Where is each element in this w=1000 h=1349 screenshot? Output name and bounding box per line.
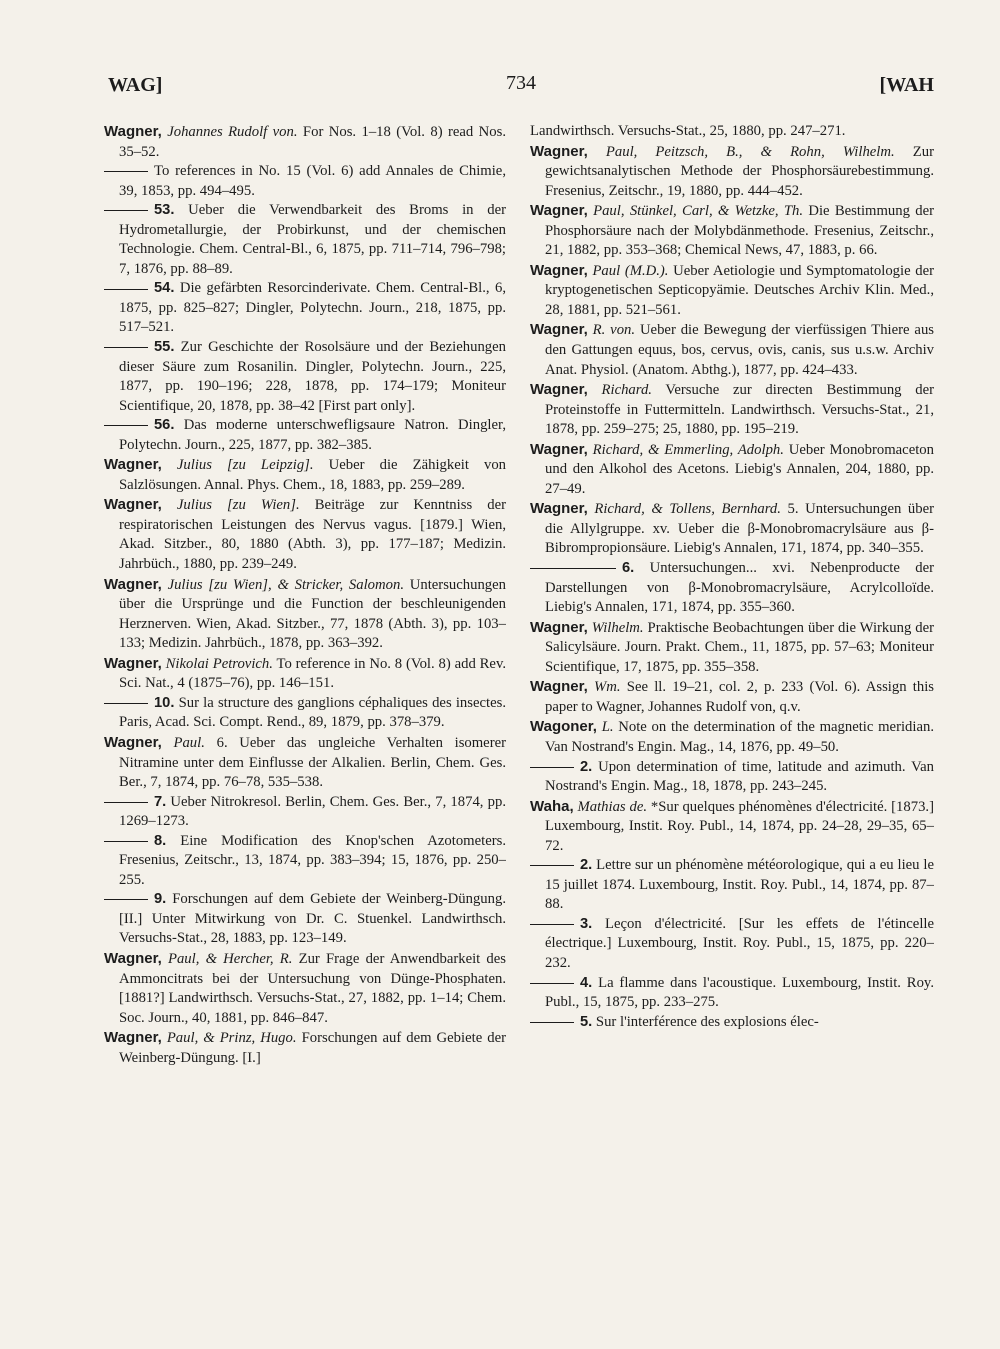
bib-entry	[530, 618, 934, 678]
author-given: Paul, & Hercher, R.	[167, 950, 293, 967]
entry-number: 2.	[580, 857, 593, 874]
bib-entry	[104, 733, 506, 793]
entry-text: Eine Modification des Knop'schen Azotometers. Fresenius, Zeitschr., 13, 1874, pp. 383–394; 15, 1876, pp. 250–255.	[119, 832, 506, 888]
author-surname: Wagner,	[104, 1029, 162, 1047]
entry-text: Das moderne unterschwefligsaure Natron. Dingler, Polytechn. Journ., 225, 1877, pp. 382–385.	[119, 417, 506, 453]
entry-text: Ueber Nitrokresol. Berlin, Chem. Ges. Ber., 7, 1874, pp. 1269–1273.	[119, 793, 506, 830]
author-surname: Wagner,	[530, 142, 588, 160]
entry-number: 6.	[622, 560, 635, 577]
entry-number: 7.	[154, 793, 167, 810]
ditto-dash	[530, 924, 574, 925]
author-given: Johannes Rudolf von.	[167, 124, 298, 140]
entry-number: 4.	[580, 974, 593, 991]
ditto-dash	[530, 865, 574, 866]
bib-entry	[530, 320, 934, 380]
entry-text: To references in No. 15 (Vol. 6) add Annales de Chimie, 39, 1853, pp. 494–495.	[119, 163, 506, 199]
bib-entry	[104, 122, 506, 162]
ditto-dash	[104, 899, 148, 900]
bib-entry	[104, 201, 506, 279]
entry-text: Untersuchungen über die Ursprünge und die Function der beschleunigenden Herznerven. Wien, Akad. Sitzber., 77, 1878 (Abth. 3), pp. 103–133; Medizin. Jahrbüch., 1878, pp. 363–392.	[119, 576, 506, 652]
author-given: Julius [zu Wien].	[176, 497, 300, 514]
entry-text: Landwirthsch. Versuchs-Stat., 25, 1880, pp. 247–271.	[530, 123, 846, 139]
entry-text: Forschungen auf dem Gebiete der Weinberg-Düngung. [I.]	[119, 1030, 506, 1066]
entry-text: Ueber die Zähigkeit von Salzlösungen. Annal. Phys. Chem., 18, 1883, pp. 259–289.	[119, 457, 506, 493]
entry-text: Leçon d'électricité. [Sur les effets de l'étincelle électrique.] Luxembourg, Instit. Roy. Publ., 15, 1875, pp. 220–232.	[545, 915, 934, 971]
ditto-dash	[104, 210, 148, 211]
bib-entry	[530, 380, 934, 440]
author-given: L.	[601, 719, 614, 736]
ditto-dash	[104, 171, 148, 172]
ditto-dash	[104, 703, 148, 704]
entry-text: Lettre sur un phénomène météorologique, qui a eu lieu le 15 juillet 1874. Luxembourg, Instit. Roy. Publ., 14, 1874, pp. 87–88.	[545, 857, 934, 913]
ditto-dash	[104, 841, 148, 842]
bib-entry	[104, 694, 506, 733]
author-given: Richard, & Emmerling, Adolph.	[592, 441, 784, 458]
author-surname: Wagner,	[104, 733, 162, 751]
author-given: Nikolai Petrovich.	[165, 655, 273, 672]
bib-entry	[104, 654, 506, 694]
bib-entry	[104, 338, 506, 416]
author-given: Paul, Stünkel, Carl, & Wetzke, Th.	[593, 203, 804, 220]
page-number: 734	[506, 72, 536, 94]
ditto-dash	[104, 425, 148, 426]
entry-number: 2.	[580, 758, 593, 775]
entry-text: Upon determination of time, latitude and azimuth. Van Nostrand's Engin. Mag., 18, 1878, pp. 243–245.	[545, 758, 934, 795]
entry-number: 56.	[154, 417, 175, 434]
author-surname: Wagner,	[530, 381, 588, 399]
entry-text: Zur Geschichte der Rosolsäure und der Beziehungen dieser Säure zum Rosanilin. Dingler, Polytechn. Journ., 225, 1877, pp. 190–196; 228, 1878, pp. 174–179; Moniteur Scientifique, 20, 1878, pp. 38–42 [First part only].	[119, 339, 506, 414]
author-surname: Wagner,	[530, 202, 588, 220]
bib-entry	[104, 162, 506, 201]
bib-entry	[104, 416, 506, 455]
entry-text: Die Bestimmung der Phosphorsäure nach der Molybdänmethode. Fresenius, Zeitschr., 21, 1882, pp. 353–368; Chemical News, 47, 1883, p. 66.	[545, 203, 934, 259]
entry-text: Versuche zur directen Bestimmung der Proteinstoffe in Futtermitteln. Landwirthsch. Versuchs-Stat., 21, 1878, pp. 259–275; 25, 1880, pp. 195–219.	[545, 382, 934, 438]
bib-entry	[104, 832, 506, 891]
author-given: Paul (M.D.).	[592, 262, 669, 279]
entry-number: 3.	[580, 915, 593, 932]
bib-entry	[530, 915, 934, 974]
entry-text: Ueber die Bewegung der vierfüssigen Thiere aus den Gattungen equus, bos, cervus, ovis, canis, sus u.s.w. Archiv Anat. Physiol. (Anatom. Abthg.), 1877, pp. 424–433.	[545, 322, 934, 378]
entry-number: 9.	[154, 891, 167, 908]
entry-number: 10.	[154, 694, 175, 711]
bib-entry	[530, 142, 934, 202]
author-surname: Wagner,	[104, 123, 162, 140]
entry-text: Die gefärbten Resorcinderivate. Chem. Central-Bl., 6, 1875, pp. 825–827; Dingler, Polytechn. Journ., 218, 1875, pp. 517–521.	[119, 280, 506, 336]
bib-entry	[530, 122, 934, 142]
header-left: WAG]	[108, 74, 163, 96]
ditto-dash	[530, 568, 616, 569]
bib-entry	[104, 279, 506, 338]
entry-text: Ueber die Verwendbarkeit des Broms in der Hydrometallurgie, der Probirkunst, und der chemischen Technologie. Chem. Central-Bl., 6, 1875, pp. 711–714, 796–798; 7, 1876, pp. 88–89.	[119, 202, 506, 277]
bib-entry	[530, 758, 934, 797]
ditto-dash	[530, 1022, 574, 1023]
author-given: Paul, & Prinz, Hugo.	[166, 1030, 297, 1047]
bib-entry	[530, 717, 934, 757]
author-given: Julius [zu Leipzig].	[176, 457, 314, 474]
author-surname: Wagner,	[530, 261, 588, 279]
entry-text: For Nos. 1–18 (Vol. 8) read Nos. 35–52.	[119, 124, 506, 160]
author-given: R. von.	[592, 322, 636, 339]
entry-text: Zur Frage der Anwendbarkeit des Ammoncitrats bei der Untersuchung von Dünge-Phosphaten. [1881?] Landwirthsch. Versuchs-Stat., 27, 1882, pp. 1–14; Chem. Soc. Journ., 40, 1881, pp. 846–847.	[119, 950, 506, 1026]
author-surname: Wagner,	[104, 949, 162, 967]
entry-number: 54.	[154, 280, 175, 297]
entry-text: La flamme dans l'acoustique. Luxembourg, Instit. Roy. Publ., 15, 1875, pp. 233–275.	[545, 974, 934, 1011]
header-right: [WAH	[879, 74, 934, 96]
ditto-dash	[104, 289, 148, 290]
entry-text: *Sur quelques phénomènes d'électricité. [1873.] Luxembourg, Instit. Roy. Publ., 14, 1874, pp. 24–28, 29–35, 65–72.	[545, 798, 934, 854]
bib-entry	[530, 856, 934, 915]
bib-entry	[104, 949, 506, 1028]
bib-entry	[530, 559, 934, 618]
bib-entry	[104, 793, 506, 832]
author-given: Julius [zu Wien], & Stricker, Salomon.	[167, 576, 404, 593]
author-given: Mathias de.	[577, 798, 648, 815]
bib-entry	[530, 201, 934, 261]
bib-entry	[104, 575, 506, 654]
author-given: Paul.	[173, 734, 205, 751]
entry-text: 5. Untersuchungen über die Allylgruppe. xv. Ueber die β-Monobromacrylsäure aus β-Bibrompropionsäure. Liebig's Annalen, 171, 1874, pp. 340–355.	[545, 501, 934, 557]
entry-text: Sur l'interférence des explosions élec-	[592, 1013, 819, 1030]
bib-entry	[530, 499, 934, 559]
author-given: Wilhelm.	[591, 619, 644, 636]
entry-text: Praktische Beobachtungen über die Wirkung der Salicylsäure. Journ. Prakt. Chem., 11, 1875, pp. 57–63; Moniteur Scientifique, 17, 1875, pp. 355–358.	[545, 619, 934, 675]
bib-entry	[530, 1013, 934, 1033]
entry-text: 6. Ueber das ungleiche Verhalten isomerer Nitramine unter dem Einflusse der Alkalien. Berlin, Chem. Ges. Ber., 7, 1874, pp. 76–78, 535–538.	[119, 734, 506, 791]
author-surname: Wagner,	[530, 500, 588, 518]
bib-entry	[530, 797, 934, 857]
ditto-dash	[104, 802, 148, 803]
author-given: Richard.	[601, 382, 652, 399]
entry-text: Beiträge zur Kenntniss der respiratorischen Leistungen des Nervus vagus. [1879.] Wien, Akad. Sitzber., 80, 1880 (Abth. 3), pp. 177–187; Medizin. Jahrbüch., 1880, pp. 239–249.	[119, 497, 506, 573]
author-surname: Waha,	[530, 797, 574, 815]
entry-text: Untersuchungen... xvi. Nebenproducte der Darstellungen von β-Monobromacrylsäure, Acrylcolloïde. Liebig's Annalen, 171, 1874, pp. 355–360.	[545, 560, 934, 616]
author-given: Wm.	[594, 679, 621, 696]
author-surname: Wagner,	[530, 321, 588, 339]
entry-text: Zur gewichtsanalytischen Methode der Phosphorsäurebestimmung. Fresenius, Zeitschr., 19, 1880, pp. 444–452.	[545, 143, 934, 199]
author-surname: Wagner,	[530, 678, 588, 696]
author-surname: Wagoner,	[530, 718, 597, 736]
entry-text: Forschungen auf dem Gebiete der Weinberg-Düngung. [II.] Unter Mitwirkung von Dr. C. Stuenkel. Landwirthsch. Versuchs-Stat., 28, 1883, pp. 123–149.	[119, 891, 506, 947]
bib-entry	[104, 495, 506, 574]
bib-entry	[530, 677, 934, 717]
author-surname: Wagner,	[104, 575, 162, 593]
bib-entry	[530, 261, 934, 321]
entry-text: See ll. 19–21, col. 2, p. 233 (Vol. 6). Assign this paper to Wagner, Johannes Rudolf von, q.v.	[545, 679, 934, 715]
author-surname: Wagner,	[104, 456, 162, 474]
running-header	[108, 74, 934, 104]
left-column	[104, 122, 506, 1322]
bib-entry	[104, 455, 506, 495]
entry-text: Ueber Monobromaceton und den Alkohol des Acetons. Liebig's Annalen, 204, 1880, pp. 27–49.	[545, 441, 934, 497]
bib-entry	[104, 890, 506, 949]
bib-entry	[530, 974, 934, 1013]
entry-text: Note on the determination of the magnetic meridian. Van Nostrand's Engin. Mag., 14, 1876, pp. 49–50.	[545, 719, 934, 755]
author-given: Richard, & Tollens, Bernhard.	[594, 501, 781, 518]
entry-text: Sur la structure des ganglions céphaliques des insectes. Paris, Acad. Sci. Compt. Rend., 89, 1879, pp. 378–379.	[119, 694, 506, 731]
ditto-dash	[104, 347, 148, 348]
author-surname: Wagner,	[104, 654, 162, 672]
author-surname: Wagner,	[104, 496, 162, 514]
entry-number: 5.	[580, 1013, 593, 1030]
ditto-dash	[530, 767, 574, 768]
ditto-dash	[530, 983, 574, 984]
author-surname: Wagner,	[530, 440, 588, 458]
entry-number: 55.	[154, 339, 175, 356]
author-surname: Wagner,	[530, 618, 588, 636]
author-given: Paul, Peitzsch, B., & Rohn, Wilhelm.	[605, 143, 895, 160]
bib-entry	[104, 1028, 506, 1068]
entry-text: To reference in No. 8 (Vol. 8) add Rev. Sci. Nat., 4 (1875–76), pp. 146–151.	[119, 655, 506, 692]
entry-number: 8.	[154, 832, 167, 849]
entry-text: Ueber Aetiologie und Symptomatologie der kryptogenetischen Septicopyämie. Deutsches Archiv Klin. Med., 28, 1881, pp. 521–561.	[545, 262, 934, 318]
bib-entry	[530, 440, 934, 500]
entry-number: 53.	[154, 202, 175, 219]
right-column	[530, 122, 934, 1322]
